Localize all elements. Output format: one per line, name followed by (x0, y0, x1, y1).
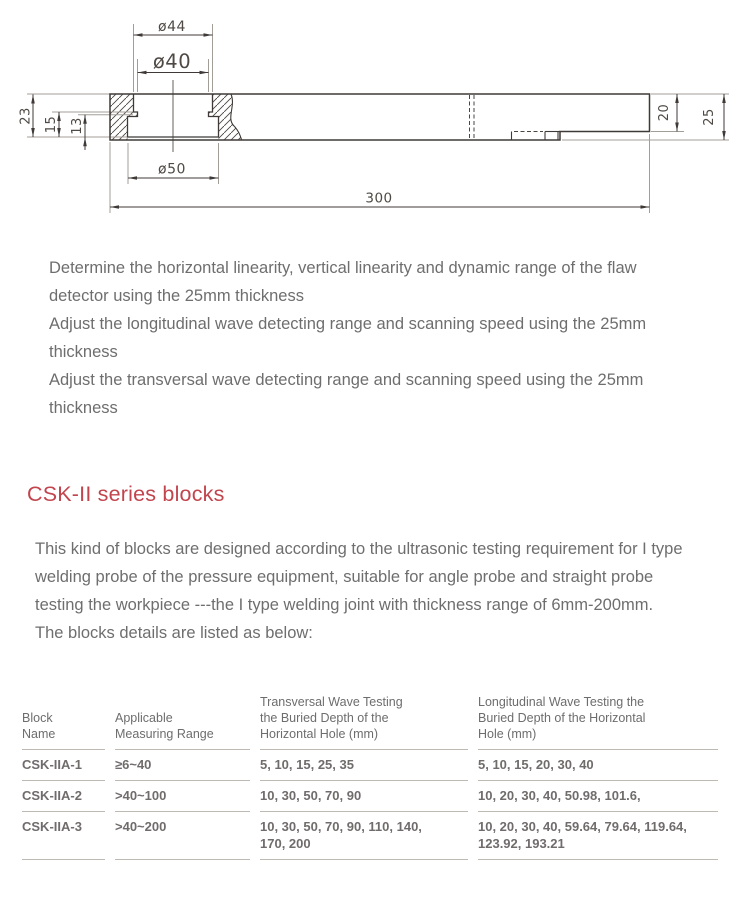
dim-label-23: 23 (18, 107, 34, 125)
cell-block-name: CSK-IIA-1 (22, 750, 105, 781)
dim-label-13: 13 (70, 117, 85, 135)
extension-lines (27, 24, 729, 213)
usage-note-2: Adjust the longitudinal wave detecting range and scanning speed using the 25mm thickness (49, 315, 647, 361)
dimension-dia40 (138, 50, 209, 74)
dimension-depth-23 (19, 95, 35, 138)
cell-longitudinal: 5, 10, 15, 20, 30, 40 (478, 750, 718, 781)
header-transversal: Transversal Wave Testing the Buried Depth of the Horizontal Hole (mm) (260, 694, 468, 750)
dimension-dia50 (128, 162, 219, 180)
dim-label-25: 25 (702, 108, 717, 126)
technical-drawing (0, 0, 750, 232)
notch-edges (512, 132, 561, 141)
table-row (22, 781, 718, 812)
cell-transversal: 10, 30, 50, 70, 90, 110, 140, 170, 200 (260, 812, 468, 860)
dim-label-dia44: ø44 (158, 19, 186, 35)
usage-note-1: Determine the horizontal linearity, vertical linearity and dynamic range of the flaw detector using the 25mm thickness (49, 259, 637, 305)
cell-longitudinal: 10, 20, 30, 40, 59.64, 79.64, 119.64, 123.92, 193.21 (478, 812, 718, 860)
header-longitudinal: Longitudinal Wave Testing the Buried Depth of the Horizontal Hole (mm) (478, 694, 718, 750)
dim-label-20: 20 (657, 103, 672, 122)
table-row (22, 812, 718, 860)
hidden-edge-lines (470, 95, 544, 140)
cell-range: >40~100 (115, 781, 250, 812)
table-header-row (22, 694, 718, 750)
cell-block-name: CSK-IIA-3 (22, 812, 105, 860)
blocks-table (12, 694, 742, 860)
cell-longitudinal: 10, 20, 30, 40, 50.98, 101.6, (478, 781, 718, 812)
dim-label-dia40: ø40 (152, 50, 192, 73)
cell-range: >40~200 (115, 812, 250, 860)
dimension-length-300 (110, 191, 650, 209)
dim-label-dia50: ø50 (158, 161, 186, 178)
dim-label-15: 15 (44, 115, 59, 134)
section-heading: CSK-II series blocks (27, 482, 225, 506)
table-row (22, 750, 718, 781)
dimension-thickness-25 (702, 94, 726, 140)
cell-block-name: CSK-IIA-2 (22, 781, 105, 812)
header-measuring-range: Applicable Measuring Range (115, 694, 250, 750)
dim-label-length: 300 (365, 190, 393, 207)
usage-note-3: Adjust the transversal wave detecting range and scanning speed using the 25mm thickness (49, 371, 644, 417)
dimension-depth-15 (44, 112, 61, 137)
cell-range: ≥6~40 (115, 750, 250, 781)
usage-notes (49, 254, 694, 422)
section-description (35, 535, 695, 647)
dimension-step-20 (657, 94, 679, 132)
cell-transversal: 5, 10, 15, 25, 35 (260, 750, 468, 781)
block-outline (110, 94, 650, 140)
description-paragraph: This kind of blocks are designed according to the ultrasonic testing requirement for I type welding probe of the pressure equipment, suitable for angle probe and straight probe testing the workpiece ---the I type welding joint with thickness range of 6mm-200mm. (35, 540, 683, 614)
header-block-name: Block Name (22, 694, 105, 750)
dimension-dia44 (134, 19, 213, 37)
cell-transversal: 10, 30, 50, 70, 90 (260, 781, 468, 812)
dimension-depth-13 (70, 115, 87, 150)
description-intro-line: The blocks details are listed as below: (35, 624, 313, 642)
